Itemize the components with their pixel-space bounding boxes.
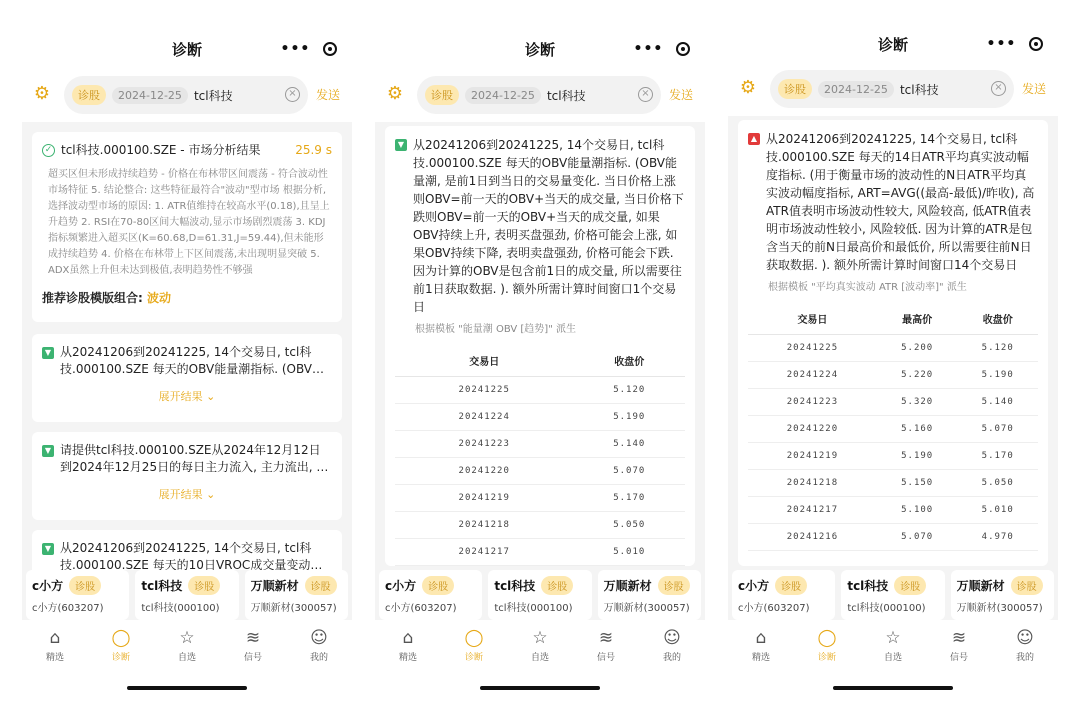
tab-profile[interactable]: ☺ 我的 [286,622,352,672]
template-source: 根据模板 "能量潮 OBV [趋势]" 派生 [415,324,576,335]
diagnose-tag[interactable]: 诊股 [658,576,690,595]
result-card-expanded[interactable] [738,120,1048,566]
price-cell: 5.010 [957,497,1038,524]
clear-icon[interactable]: × [638,87,653,102]
bottom-tab-bar [375,622,705,672]
trade-date-cell: 20241217 [748,497,877,524]
more-menu-icon[interactable]: ••• [986,36,1017,52]
table-row [748,470,1038,497]
trade-date-cell: 20241218 [748,470,877,497]
stock-chip[interactable] [26,570,129,620]
table-row [748,524,1038,551]
stock-name: 万顺新材 [956,579,1005,593]
tab-watchlist[interactable]: ☆ 自选 [860,622,926,672]
expand-button[interactable]: 展开结果 ⌄ [158,390,216,403]
summary-title: tcl科技.000100.SZE - 市场分析结果 [61,143,261,157]
stock-shortcuts [22,570,352,620]
search-input[interactable] [417,76,661,114]
price-cell: 5.120 [957,335,1038,362]
price-cell: 4.970 [957,524,1038,551]
table-row [395,539,685,566]
result-text: 请提供tcl科技.000100.SZE从2024年12月12日到2024年12月25日的每日主力流入, 主力流出, 主 [60,443,329,474]
diagnose-tag[interactable]: 诊股 [541,576,573,595]
stock-name: tcl科技 [141,579,183,593]
trade-date-cell: 20241217 [395,539,573,566]
price-cell: 5.170 [957,443,1038,470]
search-row [22,72,352,116]
result-text: 从20241206到20241225, 14个交易日, tcl科技.000100.SZE 每天的14日ATR平均真实波动幅度指标. (用于衡量市场的波动性的N日ATR平均真实波动幅度指标, ART=AVG((最高-最低)/昨收), 高ATR值表明市场波动性较大, 风险较高, 低ATR值表明市场波动性较小, 风险较低. 因为计算的ATR是包含当天的前N日最高价和最低价, 所以需要往前N日获取数据. ). 额外所需计算时间窗口14个交易日 [766,132,1035,272]
combo-value[interactable]: 波动 [147,291,172,305]
settings-gear-icon[interactable]: ⚙ [739,77,757,98]
tab-watchlist[interactable]: ☆ 自选 [507,622,573,672]
expand-button[interactable]: 展开结果 ⌄ [158,488,216,501]
price-cell: 5.050 [573,512,685,539]
trade-date-cell: 20241225 [748,335,877,362]
result-card[interactable] [32,334,342,422]
table-row [395,458,685,485]
trade-date-cell: 20241223 [748,389,877,416]
collapse-arrow-icon[interactable]: ▼ [395,139,407,151]
title-bar [728,25,1058,61]
expand-arrow-icon[interactable]: ▼ [42,445,54,457]
page-title: 诊断 [524,41,555,59]
tab-diagnose[interactable]: ◯ 诊断 [794,622,860,672]
column-header: 交易日 [748,303,877,335]
tab-watchlist[interactable]: ☆ 自选 [154,622,220,672]
table-row [748,362,1038,389]
elapsed-time: 25.9 s [295,143,332,157]
expand-arrow-icon[interactable]: ▼ [42,543,54,555]
trade-date-cell: 20241220 [748,416,877,443]
result-list[interactable] [22,122,352,570]
settings-gear-icon[interactable]: ⚙ [386,83,404,104]
stock-chip[interactable] [488,570,591,620]
column-header: 最高价 [877,303,958,335]
price-cell: 5.100 [877,497,958,524]
stock-name: tcl科技 [494,579,536,593]
tab-diagnose[interactable]: ◯ 诊断 [441,622,507,672]
tab-signal[interactable]: ≋ 信号 [926,622,992,672]
search-input[interactable] [64,76,308,114]
star-icon: ☆ [179,628,195,648]
send-button[interactable]: 发送 [1022,82,1047,96]
price-cell: 5.170 [573,485,685,512]
mini-program-capsule [627,36,697,62]
send-button[interactable]: 发送 [669,88,694,102]
tab-featured[interactable]: ⌂ 精选 [728,622,794,672]
table-row [748,416,1038,443]
diagnose-tag[interactable]: 诊股 [1011,576,1043,595]
tab-featured[interactable]: ⌂ 精选 [22,622,88,672]
price-cell: 5.160 [877,416,958,443]
date-tag[interactable]: 2024-12-25 [112,87,188,104]
clear-icon[interactable]: × [991,81,1006,96]
stock-code: tcl科技(000100) [847,603,926,614]
search-query[interactable]: tcl科技 [899,82,939,97]
date-tag[interactable]: 2024-12-25 [818,81,894,98]
stock-chip[interactable] [598,570,701,620]
search-query[interactable]: tcl科技 [193,88,233,103]
check-circle-icon: ✓ [42,144,55,157]
diagnose-icon: ◯ [111,628,131,648]
phone-screen-summary [22,0,352,720]
summary-text: 超买区但未形成持续趋势 - 价格在布林带区间震荡 - 符合波动性市场特征 5. 结论整合: 这些特征最符合"波动"型市场 根据分析,选择波动型市场的原因: 1. ATR值维持在较高水平(0.18),且呈上升趋势 2. RSI在70-80区间大幅波动,显示市场剧烈震荡 3. KDJ指标频繁进入超买区(K=60.68,D=61.31,J=59.44),但未能形成持续趋势 4. 价格在布林带上下区间震荡,未出现明显突破 5. ADX虽然上升但未达到极值,表明趋势性不够强 [48,169,330,276]
result-card[interactable] [32,530,342,570]
trade-date-cell: 20241218 [395,512,573,539]
close-miniapp-icon[interactable] [323,42,337,56]
table-row [395,512,685,539]
home-icon: ⌂ [49,628,61,648]
stock-shortcuts [375,570,705,620]
diagnose-tag[interactable]: 诊股 [894,576,926,595]
result-text: 从20241206到20241225, 14个交易日, tcl科技.000100.SZE 每天的OBV能量潮指标. (OBV能量潮, 是前1日到当日的交易量变化. 当日价格上涨则OBV=前一天的OBV+当天的成交量, 当日价格下跌则OBV=前一天的OBV+当天的成交量, 如果OBV持续上升, 表明买盘强劲, 价格可能会上涨, 如果OBV持续下降, 表明卖盘强劲, 价格可能会下跌. 因为计算的OBV是包含前1日的成交量, 所以需要往前1日获取数据. ). 额外所需计算时间窗口1个交易日 [413,138,684,314]
home-icon: ⌂ [755,628,767,648]
recommended-combo [32,279,342,316]
table-row [748,443,1038,470]
price-cell: 5.140 [957,389,1038,416]
home-indicator[interactable] [833,686,953,690]
trade-date-cell: 20241224 [748,362,877,389]
signal-icon: ≋ [245,628,261,648]
tab-profile[interactable]: ☺ 我的 [639,622,705,672]
home-indicator[interactable] [480,686,600,690]
price-cell: 5.070 [573,458,685,485]
price-cell: 5.010 [573,539,685,566]
stock-code: tcl科技(000100) [141,603,220,614]
bottom-tab-bar [22,622,352,672]
stock-code: c小方(603207) [385,603,457,614]
tab-signal[interactable]: ≋ 信号 [220,622,286,672]
tab-signal[interactable]: ≋ 信号 [573,622,639,672]
table-row [748,335,1038,362]
profile-icon: ☺ [310,628,328,648]
phone-screen-obv [375,0,705,720]
profile-icon: ☺ [1016,628,1034,648]
combo-label: 推荐诊股模版组合: [42,291,143,305]
tab-diagnose[interactable]: ◯ 诊断 [88,622,154,672]
phone-screen-atr [728,0,1058,720]
star-icon: ☆ [885,628,901,648]
price-cell: 5.200 [877,335,958,362]
bottom-tab-bar [728,622,1058,672]
diagnose-icon: ◯ [817,628,837,648]
profile-icon: ☺ [663,628,681,648]
stock-chip[interactable] [135,570,238,620]
diagnose-tag[interactable]: 诊股 [188,576,220,595]
search-input[interactable] [770,70,1014,108]
search-row [375,72,705,116]
search-query[interactable]: tcl科技 [546,88,586,103]
mode-tag[interactable]: 诊股 [778,79,812,99]
price-cell: 5.140 [573,431,685,458]
result-text: 从20241206到20241225, 14个交易日, tcl科技.000100.SZE 每天的OBV能量潮指标. (OBV能 [60,345,325,376]
page-title: 诊断 [877,36,908,54]
signal-icon: ≋ [951,628,967,648]
page-title: 诊断 [171,41,202,59]
result-list[interactable] [375,122,705,570]
price-cell: 5.070 [877,524,958,551]
table-row [748,497,1038,524]
result-card-expanded[interactable] [385,126,695,566]
title-bar [22,30,352,66]
tab-featured[interactable]: ⌂ 精选 [375,622,441,672]
column-header: 收盘价 [573,345,685,377]
stock-code: tcl科技(000100) [494,603,573,614]
diagnose-tag[interactable]: 诊股 [69,576,101,595]
date-tag[interactable]: 2024-12-25 [465,87,541,104]
home-icon: ⌂ [402,628,414,648]
mini-program-capsule [274,36,344,62]
result-card[interactable] [32,432,342,520]
price-cell: 5.050 [957,470,1038,497]
stock-code: 万顺新材(300057) [956,603,1043,614]
mode-tag[interactable]: 诊股 [425,85,459,105]
stock-name: 万顺新材 [250,579,299,593]
table-row [395,431,685,458]
diagnose-tag[interactable]: 诊股 [422,576,454,595]
close-miniapp-icon[interactable] [1029,37,1043,51]
price-table [748,303,1038,551]
trade-date-cell: 20241225 [395,377,573,404]
diagnose-tag[interactable]: 诊股 [775,576,807,595]
price-cell: 5.220 [877,362,958,389]
price-cell: 5.120 [573,377,685,404]
stock-code: c小方(603207) [738,603,810,614]
result-text: 从20241206到20241225, 14个交易日, tcl科技.000100.SZE 每天的10日VROC成交量变动率 [60,541,323,570]
diagnose-icon: ◯ [464,628,484,648]
signal-icon: ≋ [598,628,614,648]
stock-name: c小方 [738,579,770,593]
stock-chip[interactable] [379,570,482,620]
template-source: 根据模板 "平均真实波动 ATR [波动率]" 派生 [768,282,967,293]
stock-code: 万顺新材(300057) [603,603,690,614]
mode-tag[interactable]: 诊股 [72,85,106,105]
table-row [395,485,685,512]
mini-program-capsule [980,31,1050,57]
stock-chip[interactable] [841,570,944,620]
trade-date-cell: 20241216 [748,524,877,551]
trade-date-cell: 20241224 [395,404,573,431]
table-row [395,404,685,431]
stock-chip[interactable] [245,570,348,620]
stock-code: 万顺新材(300057) [250,603,337,614]
settings-gear-icon[interactable]: ⚙ [33,83,51,104]
stock-code: c小方(603207) [32,603,104,614]
summary-card [32,132,342,322]
trade-date-cell: 20241223 [395,431,573,458]
table-row [748,389,1038,416]
more-menu-icon[interactable]: ••• [633,41,664,57]
trade-date-cell: 20241219 [748,443,877,470]
stock-shortcuts [728,570,1058,620]
table-row [395,377,685,404]
diagnose-tag[interactable]: 诊股 [305,576,337,595]
close-miniapp-icon[interactable] [676,42,690,56]
clear-icon[interactable]: × [285,87,300,102]
collapse-arrow-icon[interactable]: ▲ [748,133,760,145]
summary-header [32,132,342,159]
trade-date-cell: 20241219 [395,485,573,512]
stock-chip[interactable] [951,570,1054,620]
send-button[interactable]: 发送 [316,88,341,102]
stock-chip[interactable] [732,570,835,620]
column-header: 交易日 [395,345,573,377]
stock-name: tcl科技 [847,579,889,593]
price-table [395,345,685,570]
price-cell: 5.190 [877,443,958,470]
search-row [728,66,1058,110]
result-list[interactable] [728,116,1058,570]
title-bar [375,30,705,66]
price-cell: 5.190 [957,362,1038,389]
tab-profile[interactable]: ☺ 我的 [992,622,1058,672]
star-icon: ☆ [532,628,548,648]
trade-date-cell: 20241220 [395,458,573,485]
stock-name: c小方 [385,579,417,593]
stock-name: 万顺新材 [603,579,652,593]
home-indicator[interactable] [127,686,247,690]
expand-arrow-icon[interactable]: ▼ [42,347,54,359]
price-cell: 5.320 [877,389,958,416]
price-cell: 5.190 [573,404,685,431]
stock-name: c小方 [32,579,64,593]
column-header: 收盘价 [957,303,1038,335]
price-cell: 5.150 [877,470,958,497]
price-cell: 5.070 [957,416,1038,443]
more-menu-icon[interactable]: ••• [280,41,311,57]
